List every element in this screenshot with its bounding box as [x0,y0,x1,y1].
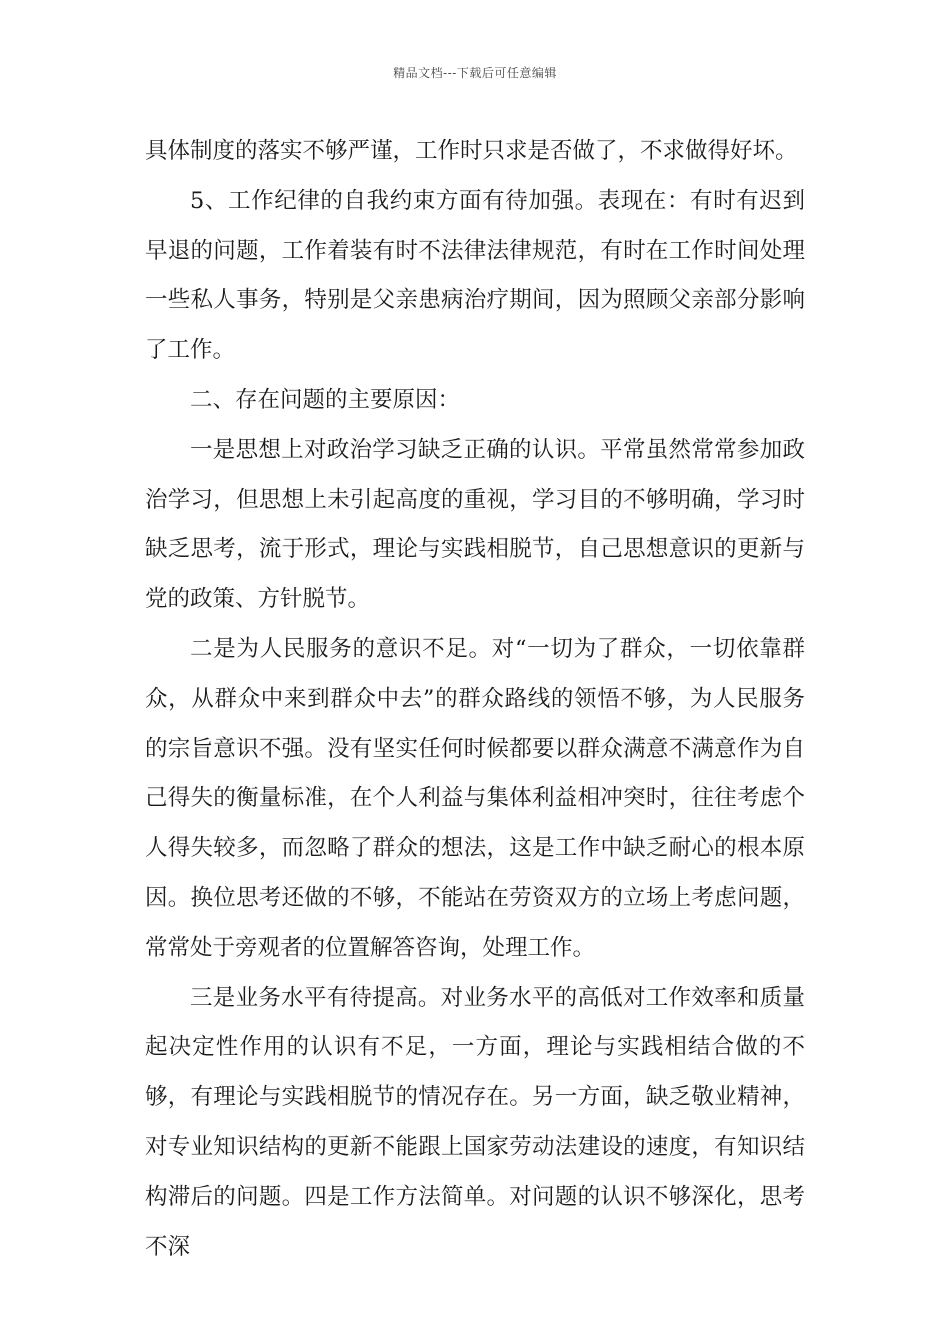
paragraph: 一是思想上对政治学习缺乏正确的认识。平常虽然常常参加政治学习，但思想上未引起高度的重视，学习目的不够明确，学习时缺乏思考，流于形式，理论与实践相脱节，自己思想意识的更新与党的政策、方针脱节。 [145,436,805,613]
paragraph: 三是业务水平有待提高。对业务水平的高低对工作效率和质量起决定性作用的认识有不足，一方面，理论与实践相结合做的不够，有理论与实践相脱节的情况存在。另一方面，缺乏敬业精神，对专业知识结构的更新不能跟上国家劳动法建设的速度，有知识结构滞后的问题。四是工作方法简单。对问题的认识不够深化，思考不深 [145,984,805,1260]
section-heading: 二、存在问题的主要原因： [190,386,461,413]
page-header: 精品文档---下载后可任意编辑 [393,66,557,80]
paragraph: 二是为人民服务的意识不足。对“一切为了群众，一切依靠群众，从群众中来到群众中去”的群众路线的领悟不够，为人民服务的宗旨意识不强。没有坚实任何时候都要以群众满意不满意作为自己得失的衡量标准，在个人利益与集体利益相冲突时，往往考虑个人得失较多，而忽略了群众的想法，这是工作中缺乏耐心的根本原因。换位思考还做的不够，不能站在劳资双方的立场上考虑问题，常常处于旁观者的位置解答咨询，处理工作。 [145,635,805,961]
paragraph: 具体制度的落实不够严谨，工作时只求是否做了，不求做得好坏。 [145,138,798,164]
document-body [145,127,805,1272]
paragraph: 5、工作纪律的自我约束方面有待加强。表现在：有时有迟到早退的问题，工作着装有时不法律法律规范，有时在工作时间处理一些私人事务，特别是父亲患病治疗期间，因为照顾父亲部分影响了工作。 [145,187,805,364]
